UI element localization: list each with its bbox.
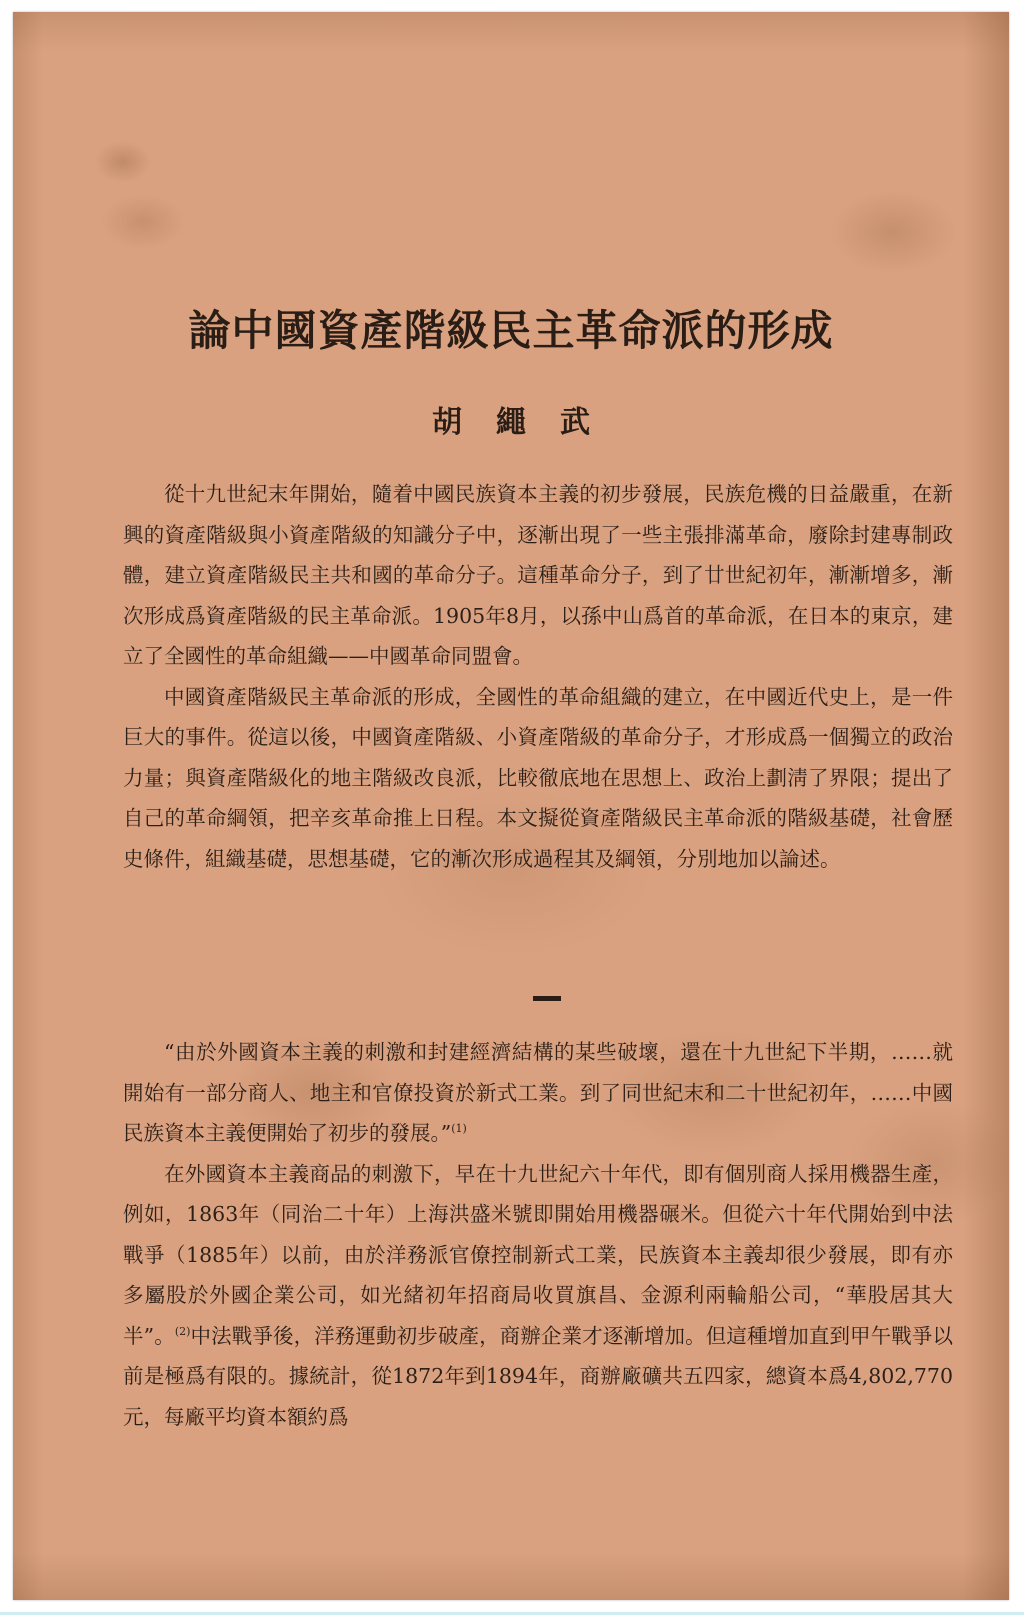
quote-text: “由於外國資本主義的刺激和封建經濟結構的某些破壞，還在十九世紀下半期，……就開始有一部分商人、地主和官僚投資於新式工業。到了同世紀末和二十世紀初年，……中國民族資本主義便開始了初步的發展。”	[123, 1040, 953, 1145]
paragraph-text-after-note: 中法戰爭後，洋務運動初步破產，商辦企業才逐漸增加。但這種增加直到甲午戰爭以前是極爲有限的。據統計，從1872年到1894年，商辦廠礦共五四家，總資本爲4,802,770元，每廠平均資本額約爲	[123, 1323, 953, 1429]
intro-paragraph-2: 中國資產階級民主革命派的形成，全國性的革命組織的建立，在中國近代史上，是一件巨大的事件。從這以後，中國資產階級、小資產階級的革命分子，才形成爲一個獨立的政治力量；與資產階級化的地主階級改良派，比較徹底地在思想上、政治上劃淸了界限；提出了自己的革命綱領，把辛亥革命推上日程。本文擬從資產階級民主革命派的階級基礎，社會歷史條件，組織基礎，思想基礎，它的漸次形成過程其及綱領，分別地加以論述。	[123, 684, 953, 871]
scanned-page	[13, 12, 1009, 1600]
section-number-one	[533, 996, 561, 1001]
footnote-marker-2[interactable]: (2)	[174, 1324, 191, 1338]
footnote-marker-1[interactable]: (1)	[451, 1122, 467, 1136]
article-author: 胡繩武	[432, 405, 624, 440]
article-title: 論中國資產階級民主革命派的形成	[188, 306, 834, 355]
intro-paragraph-1: 從十九世紀末年開始，隨着中國民族資本主義的初步發展，民族危機的日益嚴重，在新興的資產階級與小資產階級的知識分子中，逐漸出現了一些主張排滿革命，廢除封建專制政體，建立資產階級民主共和國的革命分子。這種革命分子，到了廿世紀初年，漸漸增多，漸次形成爲資產階級的民主革命派。1905年8月，以孫中山爲首的革命派，在日本的東京，建立了全國性的革命組織——中國革命同盟會。	[123, 482, 953, 668]
section-one-body	[123, 1032, 953, 1437]
quote-paragraph	[123, 1032, 953, 1154]
paragraph-text-before-note: 在外國資本主義商品的刺激下，早在十九世紀六十年代，即有個別商人採用機器生產，例如，1863年（同治二十年）上海洪盛米號即開始用機器碾米。但從六十年代開始到中法戰爭（1885年）以前，由於洋務派官僚控制新式工業，民族資本主義却很少發展，即有亦多屬股於外國企業公司，如光緒初年招商局收買旗昌、金源利兩輪船公司，“華股居其大半”。	[123, 1161, 953, 1348]
intro-section	[123, 474, 953, 879]
body-paragraph	[123, 1154, 953, 1438]
